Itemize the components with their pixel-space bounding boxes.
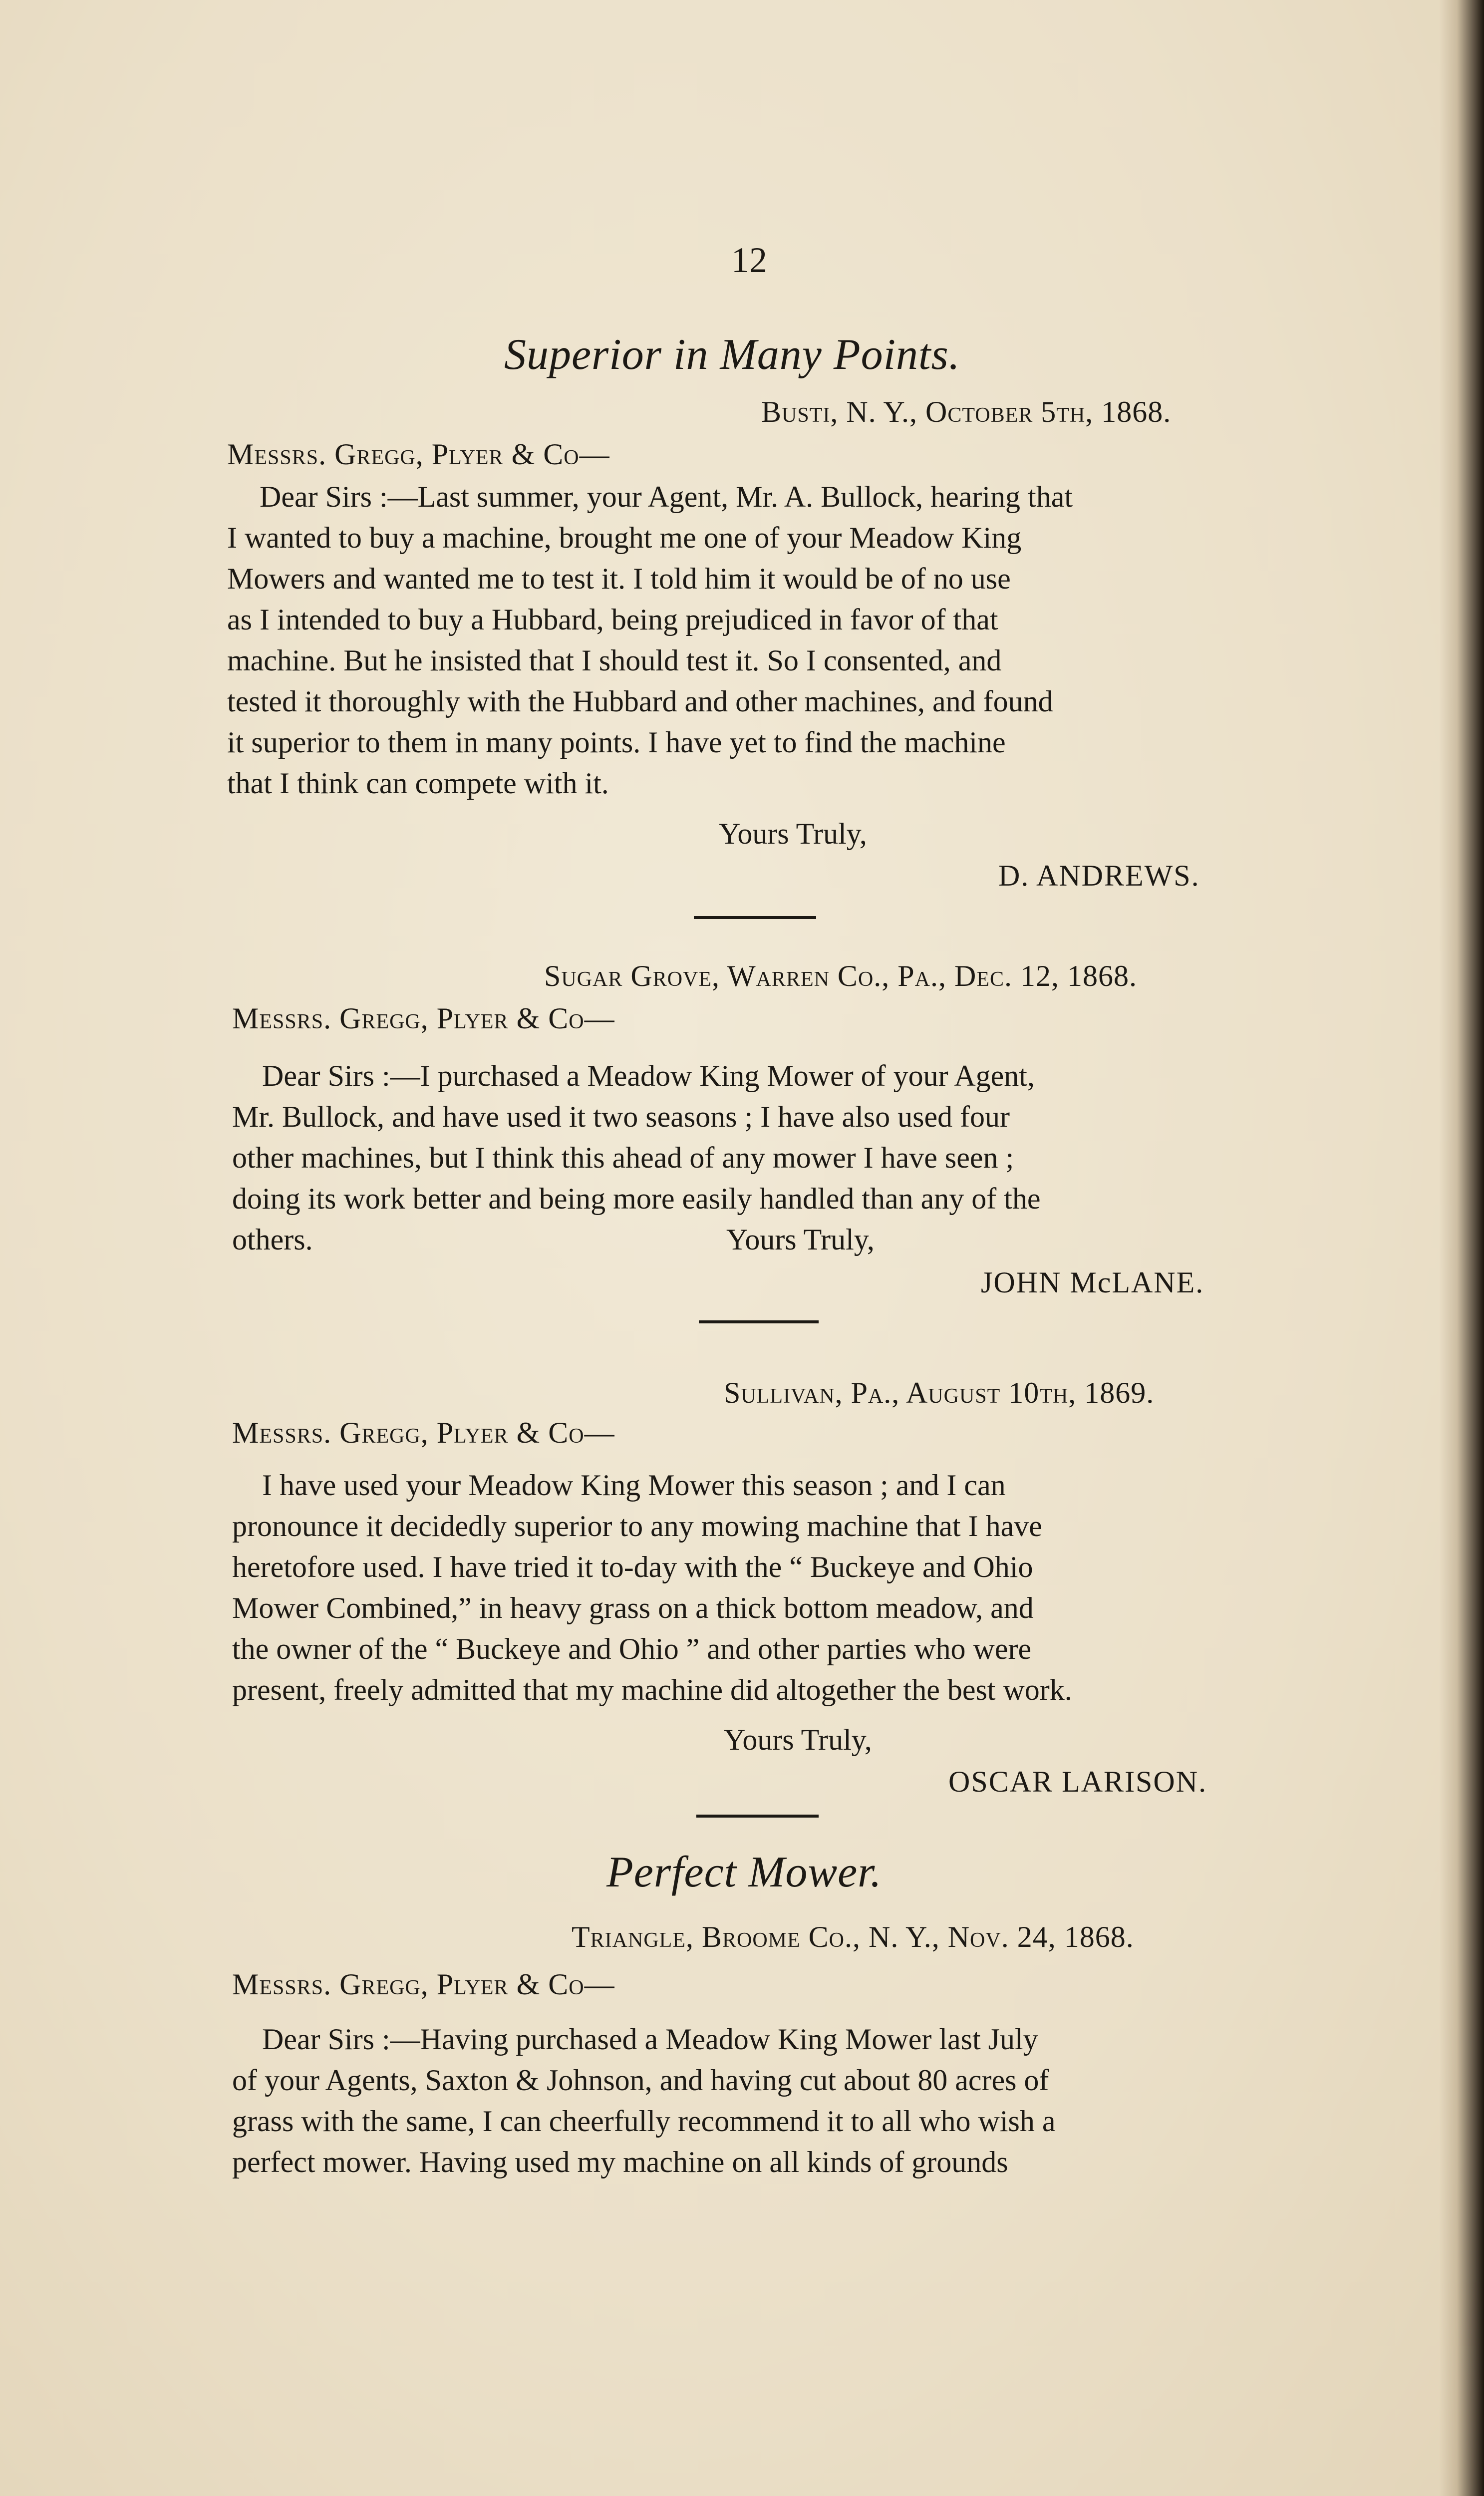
letter-2-closing: Yours Truly, <box>726 1223 875 1256</box>
letter-2-addressee: Messrs. Gregg, Plyer & Co— <box>232 1002 615 1035</box>
letter-1-body-line-7: it superior to them in many points. I have yet to find the machine <box>227 726 1006 759</box>
letter-1-place-date: Busti, N. Y., October 5th, 1868. <box>761 395 1172 428</box>
book-spine-shadow <box>1439 0 1484 2496</box>
heading-superior-in-many-points: Superior in Many Points. <box>504 330 960 379</box>
letter-4-body-line-3: grass with the same, I can cheerfully recommend it to all who wish a <box>232 2105 1056 2138</box>
letter-3-body-line-1: I have used your Meadow King Mower this season ; and I can <box>262 1469 1006 1502</box>
letter-1-closing: Yours Truly, <box>719 817 867 850</box>
letter-3-body-line-2: pronounce it decidedly superior to any mowing machine that I have <box>232 1510 1042 1543</box>
letter-4-addressee: Messrs. Gregg, Plyer & Co— <box>232 1968 615 2001</box>
letter-2-body-line-2: Mr. Bullock, and have used it two seasons ; I have also used four <box>232 1100 1010 1133</box>
letter-1-body-line-8: that I think can compete with it. <box>227 767 609 800</box>
letter-1-body-line-4: as I intended to buy a Hubbard, being prejudiced in favor of that <box>227 603 998 636</box>
letter-2-body-line-5: others. <box>232 1223 313 1256</box>
section-divider-3 <box>696 1815 819 1818</box>
letter-3-place-date: Sullivan, Pa., August 10th, 1869. <box>724 1376 1155 1409</box>
letter-1-addressee: Messrs. Gregg, Plyer & Co— <box>227 438 610 471</box>
letter-3-closing: Yours Truly, <box>724 1723 872 1756</box>
letter-2-body-line-1: Dear Sirs :—I purchased a Meadow King Mower of your Agent, <box>262 1059 1035 1092</box>
letter-4-body-line-2: of your Agents, Saxton & Johnson, and having cut about 80 acres of <box>232 2064 1049 2097</box>
section-divider-1 <box>694 916 816 919</box>
letter-1-body-line-6: tested it thoroughly with the Hubbard and other machines, and found <box>227 685 1053 718</box>
letter-4-body-line-4: perfect mower. Having used my machine on all kinds of grounds <box>232 2146 1008 2179</box>
letter-1-body-line-2: I wanted to buy a machine, brought me one of your Meadow King <box>227 521 1022 554</box>
letter-1-body-line-1: Dear Sirs :—Last summer, your Agent, Mr. A. Bullock, hearing that <box>260 480 1073 513</box>
letter-1-signature: D. ANDREWS. <box>998 859 1200 892</box>
section-divider-2 <box>699 1320 819 1323</box>
letter-3-body-line-5: the owner of the “ Buckeye and Ohio ” and other parties who were <box>232 1632 1032 1665</box>
letter-3-body-line-4: Mower Combined,” in heavy grass on a thick bottom meadow, and <box>232 1591 1034 1624</box>
letter-2-body-line-4: doing its work better and being more easily handled than any of the <box>232 1182 1041 1215</box>
letter-4-body-line-1: Dear Sirs :—Having purchased a Meadow King Mower last July <box>262 2023 1038 2056</box>
page-number: 12 <box>731 240 767 280</box>
letter-3-body-line-3: heretofore used. I have tried it to-day with the “ Buckeye and Ohio <box>232 1551 1033 1583</box>
letter-2-signature: JOHN McLANE. <box>981 1266 1204 1299</box>
letter-1-body-line-5: machine. But he insisted that I should test it. So I consented, and <box>227 644 1002 677</box>
letter-3-addressee: Messrs. Gregg, Plyer & Co— <box>232 1416 615 1449</box>
letter-3-signature: OSCAR LARISON. <box>948 1765 1207 1798</box>
heading-perfect-mower: Perfect Mower. <box>606 1848 882 1896</box>
letter-3-body-line-6: present, freely admitted that my machine did altogether the best work. <box>232 1673 1072 1706</box>
letter-2-place-date: Sugar Grove, Warren Co., Pa., Dec. 12, 1868. <box>544 959 1137 992</box>
letter-2-body-line-3: other machines, but I think this ahead of any mower I have seen ; <box>232 1141 1014 1174</box>
letter-1-body-line-3: Mowers and wanted me to test it. I told him it would be of no use <box>227 562 1011 595</box>
letter-4-place-date: Triangle, Broome Co., N. Y., Nov. 24, 1868. <box>572 1920 1134 1953</box>
